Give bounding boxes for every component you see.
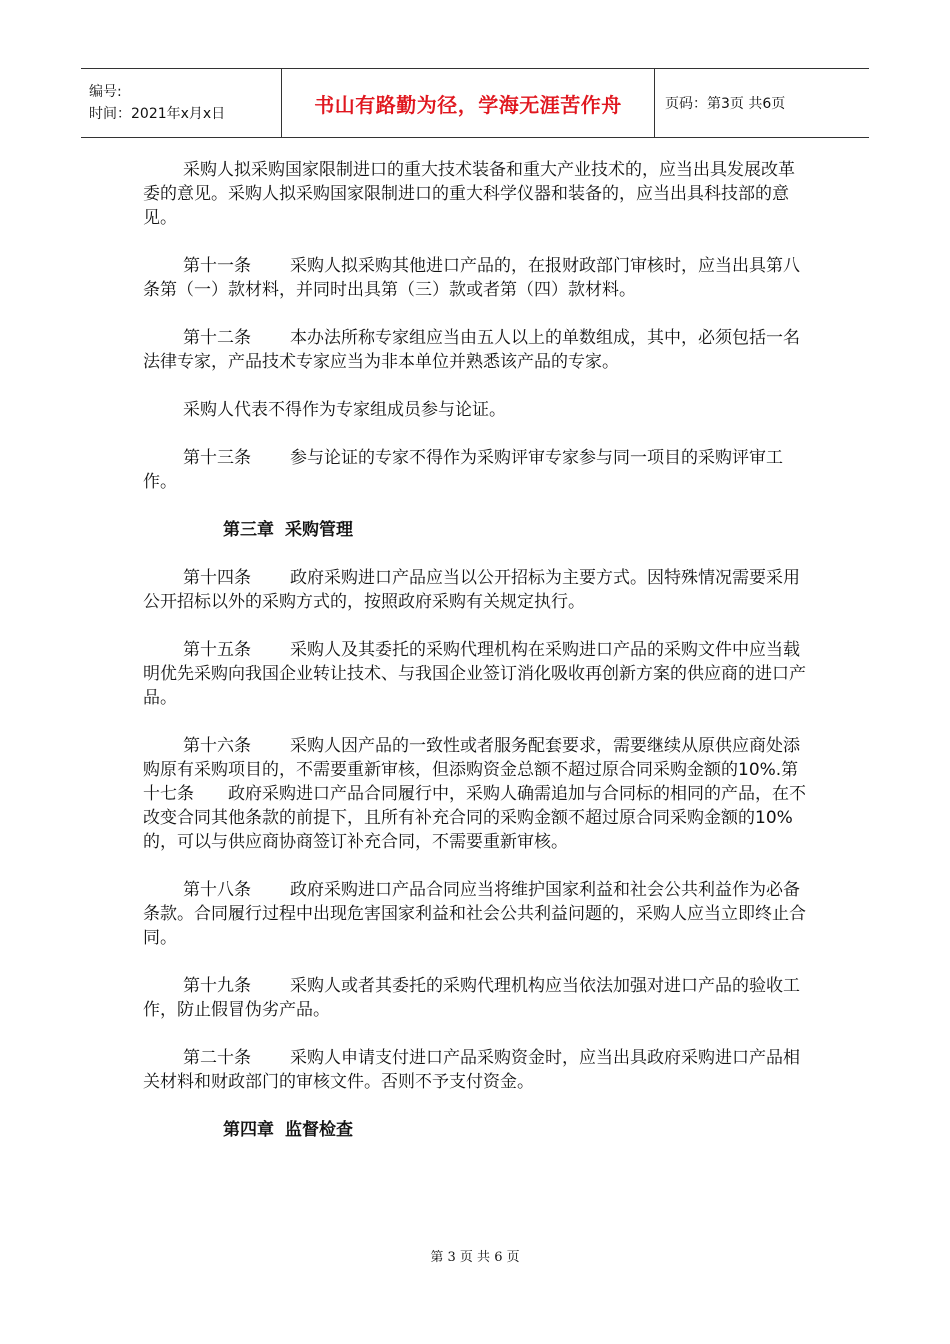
article-number: 第十三条: [183, 448, 251, 468]
paragraph: [143, 158, 808, 230]
chapter-title: 监督检查: [285, 1120, 353, 1140]
paragraph-text: 参与论证的专家不得作为采购评审专家参与同一项目的采购评审工作。: [143, 448, 783, 492]
paragraph: [143, 398, 808, 422]
article-number: 第十八条: [183, 880, 251, 900]
article-paragraph: [143, 974, 808, 1022]
article-paragraph: [143, 254, 808, 302]
paragraph-text: 采购人或者其委托的采购代理机构应当依法加强对进口产品的验收工作，防止假冒伪劣产品。: [143, 976, 800, 1020]
article-number: 第十五条: [183, 640, 251, 660]
paragraph-text: 采购人拟采购国家限制进口的重大技术装备和重大产业技术的，应当出具发展改革委的意见。采购人拟采购国家限制进口的重大科学仪器和装备的，应当出具科技部的意见。: [143, 160, 795, 228]
article-paragraph: [143, 566, 808, 614]
paragraph-text: 政府采购进口产品合同应当将维护国家利益和社会公共利益作为必备条款。合同履行过程中出现危害国家利益和社会公共利益问题的，采购人应当立即终止合同。: [143, 880, 806, 948]
paragraph-text: 采购人及其委托的采购代理机构在采购进口产品的采购文件中应当载明优先采购向我国企业转让技术、与我国企业签订消化吸收再创新方案的供应商的进口产品。: [143, 640, 806, 708]
page-header: [81, 68, 869, 138]
paragraph-text: 采购人因产品的一致性或者服务配套要求，需要继续从原供应商处添购原有采购项目的，不需要重新审核，但添购资金总额不超过原合同采购金额的10%.第十七条 政府采购进口产品合同履行中，采购人确需追加与合同标的相同的产品，在不改变合同其他条款的前提下，且所有补充合同的采购金额不超过原合同采购金额的10%的，可以与供应商协商签订补充合同，不需要重新审核。: [143, 736, 806, 852]
article-number: 第十二条: [183, 328, 251, 348]
chapter-title: 采购管理: [285, 520, 353, 540]
article-number: 第十六条: [183, 736, 251, 756]
page-footer: 第 3 页 共 6 页: [430, 1250, 520, 1265]
paragraph-text: 采购人申请支付进口产品采购资金时，应当出具政府采购进口产品相关材料和财政部门的审核文件。否则不予支付资金。: [143, 1048, 800, 1092]
header-meta: [81, 69, 282, 137]
chapter-heading: [143, 1118, 808, 1142]
chapter-heading: [143, 518, 808, 542]
article-number: 第十四条: [183, 568, 251, 588]
paragraph-text: 政府采购进口产品应当以公开招标为主要方式。因特殊情况需要采用公开招标以外的采购方式的，按照政府采购有关规定执行。: [143, 568, 800, 612]
article-paragraph: [143, 878, 808, 950]
article-number: 第十一条: [183, 256, 251, 276]
paragraph-text: 采购人拟采购其他进口产品的，在报财政部门审核时，应当出具第八条第（一）款材料，并同时出具第（三）款或者第（四）款材料。: [143, 256, 800, 300]
chapter-number: 第三章: [223, 520, 274, 540]
number-label: 编号:: [89, 84, 122, 100]
article-number: 第十九条: [183, 976, 251, 996]
motto: 书山有路勤为径，学海无涯苦作舟: [314, 92, 622, 117]
header-page-cell: [655, 69, 869, 137]
article-number: 第二十条: [183, 1048, 251, 1068]
chapter-number: 第四章: [223, 1120, 274, 1140]
time-label: 时间：2021年x月x日: [89, 106, 226, 122]
article-paragraph: [143, 446, 808, 494]
article-paragraph: [143, 1046, 808, 1094]
document-body: [143, 158, 808, 1166]
paragraph-text: 本办法所称专家组应当由五人以上的单数组成，其中，必须包括一名法律专家，产品技术专家应当为非本单位并熟悉该产品的专家。: [143, 328, 800, 372]
article-paragraph: [143, 734, 808, 854]
paragraph-text: 采购人代表不得作为专家组成员参与论证。: [183, 400, 506, 420]
article-paragraph: [143, 326, 808, 374]
page-label: 页码：第3页 共6页: [665, 96, 786, 112]
article-paragraph: [143, 638, 808, 710]
header-motto-cell: [282, 69, 655, 137]
